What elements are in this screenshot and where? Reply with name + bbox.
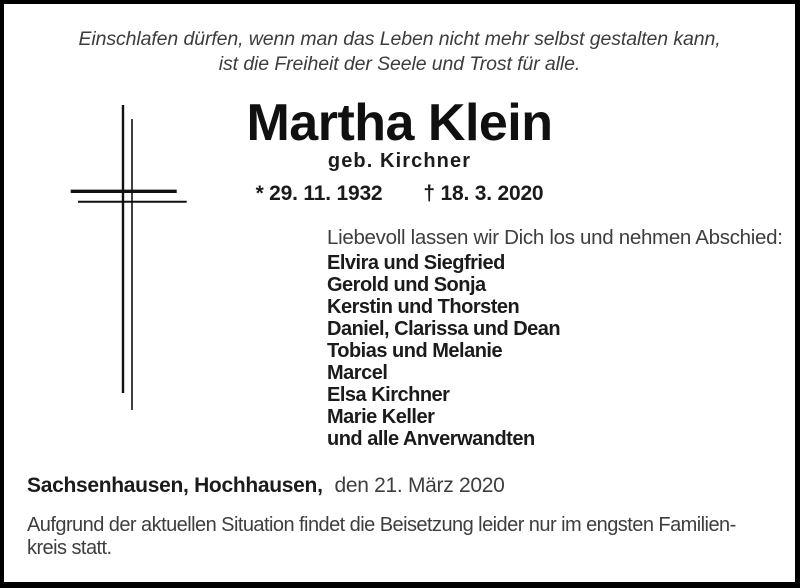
closing-note: [27, 514, 782, 560]
death-date: † 18. 3. 2020: [423, 182, 544, 205]
mourners-list: [327, 252, 560, 450]
obituary-notice: [4, 4, 795, 582]
epigraph-line-1: Einschlafen dürfen, wenn man das Leben nicht mehr selbst gestalten kann,: [78, 28, 721, 50]
closing-line-1: Aufgrund der aktuellen Situation findet die Beisetzung leider nur im engsten Familien-: [27, 514, 736, 536]
life-dates: [4, 181, 795, 207]
mourner-line: Marcel: [327, 362, 388, 384]
mourner-line: Gerold und Sonja: [327, 274, 486, 296]
dateline-date: den 21. März 2020: [334, 474, 505, 497]
deceased-name: Martha Klein: [246, 94, 553, 152]
mourner-line: Marie Keller: [327, 406, 435, 428]
epigraph: [4, 27, 795, 77]
mourner-line: und alle Anverwandten: [327, 428, 535, 450]
epigraph-line-2: ist die Freiheit der Seele und Trost für alle.: [218, 53, 581, 75]
farewell-line: Liebevoll lassen wir Dich los und nehmen Abschied:: [327, 226, 783, 249]
dateline-places: Sachsenhausen, Hochhausen,: [27, 474, 323, 497]
mourner-line: Tobias und Melanie: [327, 340, 503, 362]
birth-date: * 29. 11. 1932: [255, 182, 383, 205]
mourner-line: Elvira und Siegfried: [327, 252, 505, 274]
closing-line-2: kreis statt.: [27, 537, 112, 559]
mourner-line: Daniel, Clarissa und Dean: [327, 318, 561, 340]
mourner-line: Elsa Kirchner: [327, 384, 450, 406]
mourner-line: Kerstin und Thorsten: [327, 296, 520, 318]
maiden-name: geb. Kirchner: [327, 150, 472, 172]
dateline: [27, 474, 505, 498]
